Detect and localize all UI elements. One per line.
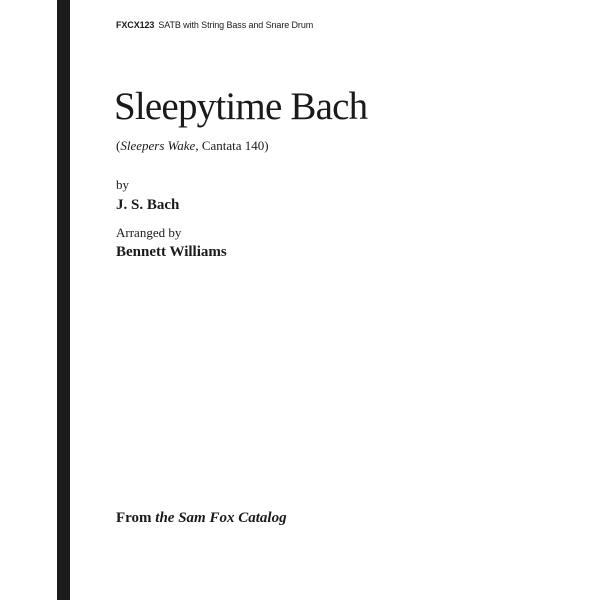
subtitle — [116, 138, 269, 154]
footer-prefix: From — [116, 510, 156, 526]
by-label: by — [116, 177, 129, 192]
instrumentation: SATB with String Bass and Snare Drum — [158, 20, 314, 30]
binding-spine-bar — [57, 0, 70, 600]
composer-name: J. S. Bach — [116, 197, 180, 213]
subtitle-work-name: Sleepers Wake — [120, 138, 196, 153]
subtitle-rest: , Cantata 140) — [195, 138, 269, 153]
arranged-by-label: Arranged by — [116, 225, 182, 240]
publisher-footer — [116, 510, 287, 527]
footer-catalog-name: the Sam Fox Catalog — [155, 510, 287, 526]
page-title: Sleepytime Bach — [114, 85, 368, 128]
catalog-header — [116, 20, 313, 30]
catalog-code: FXCX123 — [116, 20, 155, 30]
subtitle-open-paren: ( — [116, 138, 121, 153]
arranger-name: Bennett Williams — [116, 244, 227, 260]
